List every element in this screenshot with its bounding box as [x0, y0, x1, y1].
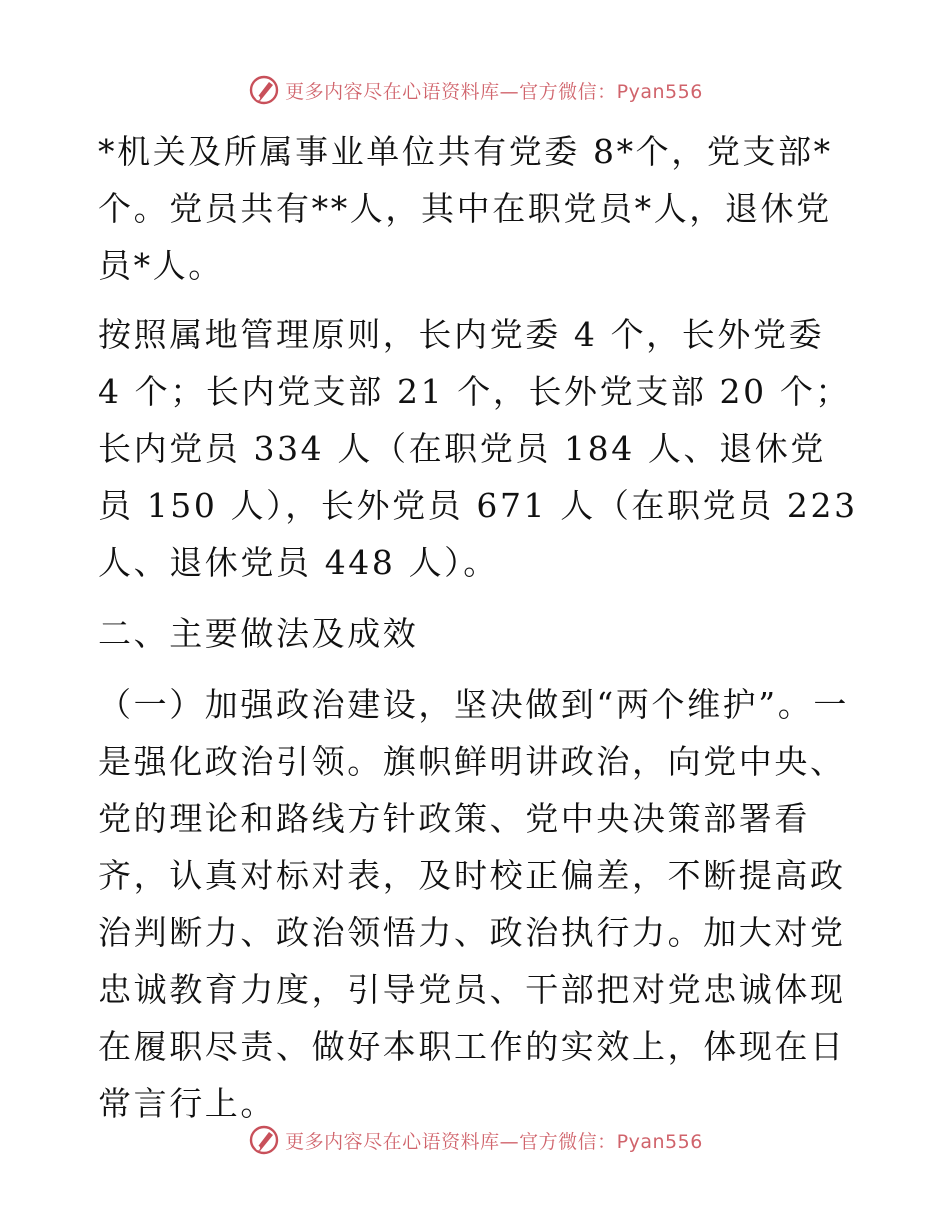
watermark-text: 更多内容尽在心语资料库—官方微信：Pyan556	[285, 80, 703, 103]
section-heading-main-practices: 二、主要做法及成效	[98, 614, 419, 653]
paragraph-political-construction: （一）加强政治建设，坚决做到“两个维护”。一是强化政治引领。旗帜鲜明讲政治，向党中央、党的理论和路线方针政策、党中央决策部署看齐，认真对标对表，及时校正偏差，不断提高政治判断力、政治领悟力、政治执行力。加大对党忠诚教育力度，引导党员、干部把对党忠诚体现在履职尽责、做好本职工作的实效上，体现在日常言行上。	[98, 685, 849, 1123]
watermark-banner-top	[0, 70, 950, 110]
document-body	[98, 123, 858, 1132]
paragraph-party-overview: *机关及所属事业单位共有党委 8*个，党支部*个。党员共有**人，其中在职党员*人，退休党员*人。	[98, 132, 833, 285]
pen-logo-icon	[247, 1123, 281, 1157]
watermark-text: 更多内容尽在心语资料库—官方微信：Pyan556	[285, 1130, 703, 1153]
pen-logo-icon	[247, 73, 281, 107]
paragraph-territorial-stats: 按照属地管理原则，长内党委 4 个，长外党委 4 个；长内党支部 21 个，长外党支部 20 个；长内党员 334 人（在职党员 184 人、退休党员 150 人），长外党员 671 人（在职党员 223 人、退休党员 448 人）。	[98, 315, 858, 582]
watermark-banner-bottom	[0, 1120, 950, 1160]
